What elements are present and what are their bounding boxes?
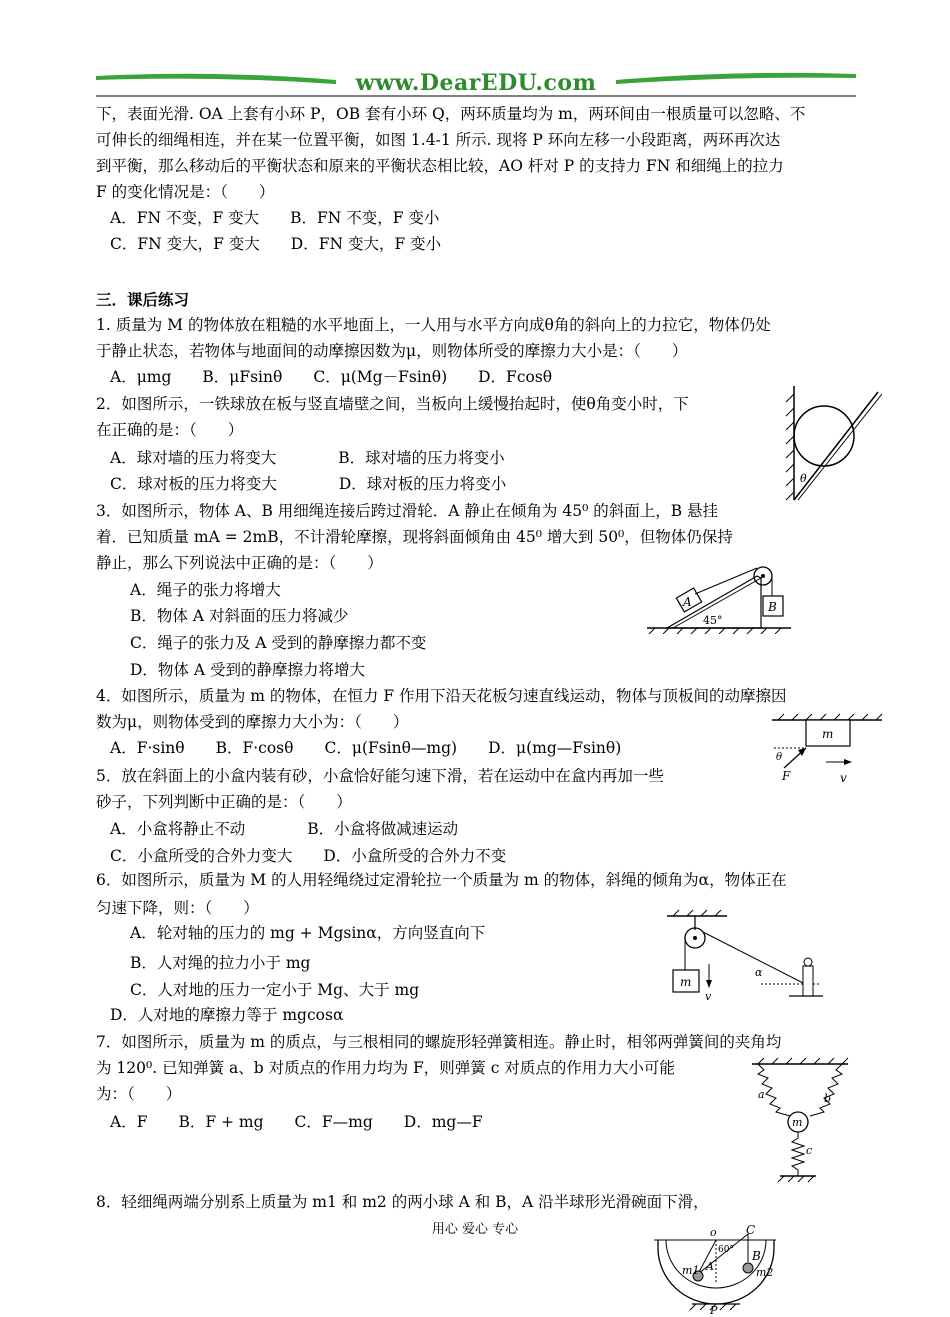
site-logo-text[interactable]: www.DearEDU.com — [355, 70, 597, 96]
q4-options: A．F·sinθ B．F·cosθ C．μ(Fsinθ—mg) D．μ(mg—Fsinθ) — [110, 739, 622, 757]
q6-figure-m-label: m — [680, 975, 692, 989]
q6-line-2: 匀速下降，则：（ ） — [96, 899, 259, 917]
q7-line-1: 7．如图所示，质量为 m 的质点，与三根相同的螺旋形轻弹簧相连。静止时，相邻两弹簧间的夹角均 — [96, 1033, 782, 1051]
q3-option-d: D．物体 A 受到的静摩擦力将增大 — [130, 661, 365, 679]
q5-options-2: C．小盒所受的合外力变大 D．小盒所受的合外力不变 — [110, 847, 507, 865]
q6-line-1: 6．如图所示，质量为 M 的人用轻绳绕过定滑轮拉一个质量为 m 的物体，斜绳的倾角为α，物体正在 — [96, 871, 787, 889]
q6-figure-alpha-label: α — [755, 966, 763, 979]
intro-options-1: A．FN 不变，F 变大 B．FN 不变，F 变小 — [110, 209, 440, 227]
q7-figure-springs — [748, 1056, 852, 1186]
q6-option-b: B．人对绳的拉力小于 mg — [130, 954, 311, 972]
q3-option-c: C．绳子的张力及 A 受到的静摩擦力都不变 — [130, 634, 427, 652]
q6-option-c: C．人对地的压力一定小于 Mg、大于 mg — [130, 981, 420, 999]
q4-figure-v-label: v — [840, 771, 847, 785]
q8-figure-p-label: P — [710, 1304, 718, 1314]
q8-figure-a-label: A — [706, 1260, 714, 1273]
q3-figure-a-label: A — [683, 595, 692, 609]
q8-figure-angle-label: 60° — [718, 1245, 734, 1255]
q8-figure-b-label: B — [752, 1249, 761, 1263]
intro-options-2: C．FN 变大，F 变大 D．FN 变大，F 变小 — [110, 235, 442, 253]
q3-line-2: 着．已知质量 mA = 2mB，不计滑轮摩擦，现将斜面倾角由 45⁰ 增大到 50⁰，但物体仍保持 — [96, 528, 733, 546]
q1-line-1: 1. 质量为 M 的物体放在粗糙的水平地面上，一人用与水平方向成θ角的斜向上的力拉它，物体仍处 — [96, 316, 771, 334]
q6-figure-v-label: v — [705, 990, 712, 1003]
intro-line-4: F 的变化情况是：（ ） — [96, 183, 275, 201]
q5-options-1: A．小盒将静止不动 B．小盒将做减速运动 — [110, 820, 459, 838]
q6-option-a: A．轮对轴的压力的 mg + Mgsinα，方向竖直向下 — [130, 924, 486, 942]
q7-figure-m-label: m — [792, 1116, 803, 1129]
section-title: 三．课后练习 — [96, 290, 190, 309]
q8-figure-bowl — [652, 1222, 780, 1314]
q3-figure-incline-pulley — [645, 562, 795, 634]
q2-options-1: A．球对墙的压力将变大 B．球对墙的压力将变小 — [110, 449, 505, 467]
q5-line-2: 砂子，下列判断中正确的是：（ ） — [96, 793, 352, 811]
q4-figure-m-label: m — [822, 727, 834, 741]
q2-options-2: C．球对板的压力将变大 D．球对板的压力将变小 — [110, 475, 507, 493]
q4-line-2: 数为μ，则物体受到的摩擦力大小为：（ ） — [96, 713, 409, 731]
q4-figure-f-label: F — [782, 769, 791, 783]
q4-figure-theta-label: θ — [776, 752, 783, 763]
q4-figure-ceiling-block — [770, 710, 885, 786]
q7-options: A．F B．F + mg C．F—mg D．mg—F — [110, 1113, 483, 1131]
q4-line-1: 4．如图所示，质量为 m 的物体，在恒力 F 作用下沿天花板匀速直线运动，物体与顶板间的动摩擦因 — [96, 687, 787, 705]
q3-line-1: 3．如图所示，物体 A、B 用细绳连接后跨过滑轮．A 静止在倾角为 45⁰ 的斜面上，B 悬挂 — [96, 502, 719, 520]
q6-option-d: D．人对地的摩擦力等于 mgcosα — [110, 1006, 344, 1024]
q7-line-2: 为 120⁰. 已知弹簧 a、b 对质点的作用力均为 F，则弹簧 c 对质点的作用力大小可能 — [96, 1059, 675, 1077]
intro-line-2: 可伸长的细绳相连，并在某一位置平衡，如图 1.4-1 所示. 现将 P 环向左移一小段距离，两环再次达 — [96, 131, 781, 149]
q7-figure-c-label: c — [806, 1144, 813, 1157]
page-footer: 用心 爱心 专心 — [431, 1222, 519, 1237]
q3-figure-b-label: B — [768, 600, 777, 614]
q8-figure-m1-label: m1 — [682, 1264, 700, 1277]
q3-figure-angle-label: 45° — [703, 614, 723, 627]
q7-figure-a-label: a — [758, 1088, 765, 1101]
q7-line-3: 为：（ ） — [96, 1085, 182, 1103]
q2-figure-theta-label: θ — [800, 472, 807, 485]
q8-line-1: 8．轻细绳两端分别系上质量为 m1 和 m2 的两小球 A 和 B，A 沿半球形光滑碗面下滑， — [96, 1193, 709, 1211]
intro-line-3: 到平衡，那么移动后的平衡状态和原来的平衡状态相比较，AO 杆对 P 的支持力 FN 和细绳上的拉力 — [96, 157, 784, 175]
q8-figure-m2-label: m2 — [756, 1266, 774, 1279]
q1-options: A．μmg B．μFsinθ C．μ(Mg－Fsinθ) D．Fcosθ — [110, 368, 553, 386]
q6-figure-pulley-person — [665, 908, 825, 1004]
q3-option-b: B．物体 A 对斜面的压力将减少 — [130, 607, 349, 625]
q8-figure-c-label: C — [746, 1223, 756, 1237]
site-header — [96, 66, 856, 100]
q2-line-1: 2．如图所示，一铁球放在板与竖直墙壁之间，当板向上缓慢抬起时，使θ角变小时，下 — [96, 395, 689, 413]
q8-figure-o-label: o — [710, 1226, 717, 1239]
q2-line-2: 在正确的是：（ ） — [96, 421, 244, 439]
intro-line-1: 下，表面光滑. OA 上套有小环 P，OB 套有小环 Q，两环质量均为 m，两环间由一根质量可以忽略、不 — [96, 105, 806, 123]
q3-line-3: 静止，那么下列说法中正确的是：（ ） — [96, 554, 383, 572]
q3-option-a: A．绳子的张力将增大 — [130, 581, 281, 599]
q7-figure-b-label: b — [824, 1092, 832, 1105]
q2-figure-ball-wall — [782, 384, 882, 502]
q5-line-1: 5．放在斜面上的小盒内装有砂，小盒恰好能匀速下滑，若在运动中在盒内再加一些 — [96, 767, 664, 785]
q1-line-2: 于静止状态，若物体与地面间的动摩擦因数为μ，则物体所受的摩擦力大小是：（ ） — [96, 342, 688, 360]
